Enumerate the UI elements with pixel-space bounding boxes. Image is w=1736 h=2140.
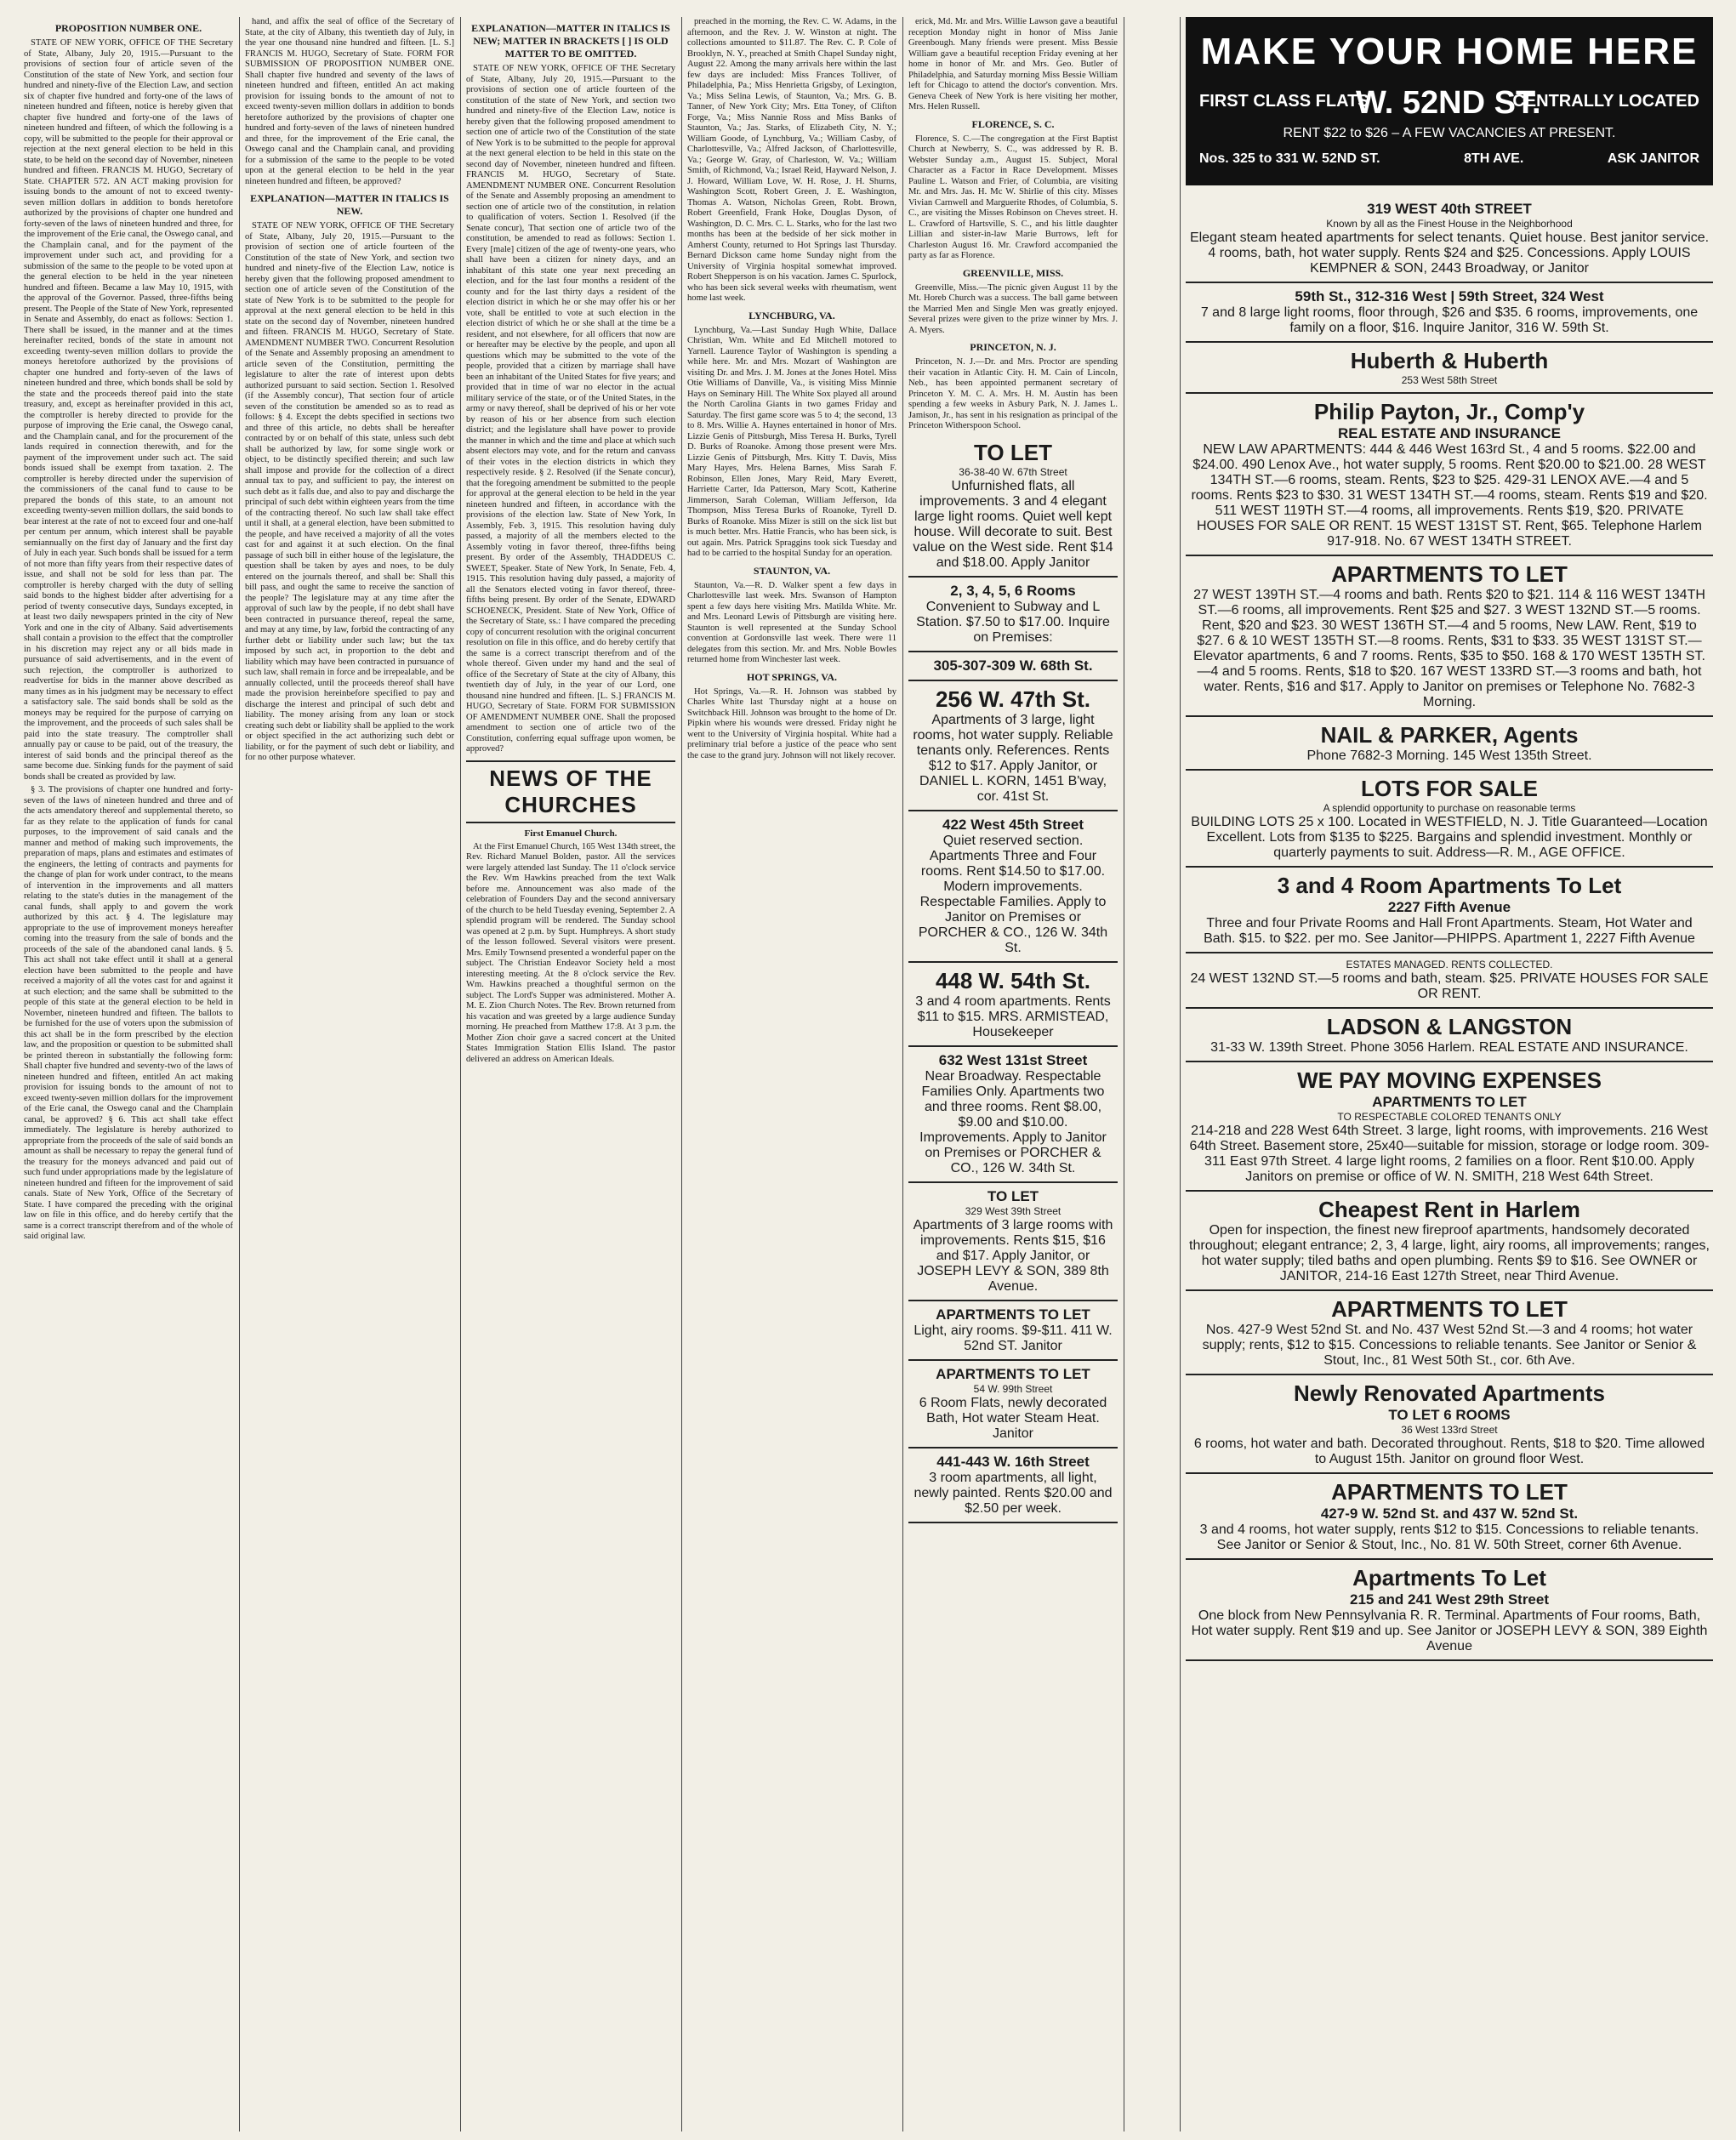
news-text: Greenville, Miss.—The picnic given August 11 by the Mt. Horeb Church was a success. The ball game between the Married Men and Single Men was greatly enjoyed. Several prizes were given to the prize winner by Mrs. J. A. Myers. bbox=[908, 282, 1118, 335]
classified-ad bbox=[1186, 771, 1713, 868]
news-text: erick, Md. Mr. and Mrs. Willie Lawson gave a beautiful reception Monday night in honor of Miss Janie Greenbough. Many friends were present. Miss Bessie William gave a beautiful reception Friday evening at her home in honor of Mr. and Mrs. Geo. Butler of Philadelphia, and Saturday morning Miss Bessie William left for Chicago to attend the doctor's convention. Mrs. Geneva Cheek of New York is here visiting her mother, Mrs. Helen Russell. bbox=[908, 17, 1118, 111]
ad-t4-text: 3 and 4 rooms, hot water supply, rents $12 to $15. Concessions to reliable tenants. See Janitor or Senior & Stout, Inc., No. 81 W. 50th Street, corner 6th Avenue. bbox=[1199, 1522, 1699, 1552]
ad-t3-text: 329 West 39th Street bbox=[965, 1204, 1062, 1217]
ad-t1-text: NAIL & PARKER, Agents bbox=[1320, 722, 1579, 748]
column-1 bbox=[24, 17, 233, 2131]
ad-t1-text: 3 and 4 Room Apartments To Let bbox=[1277, 873, 1622, 898]
ad-t4-text: 3 room apartments, all light, newly painted. Rents $20.00 and $2.50 per week. bbox=[914, 1470, 1113, 1516]
ad-t2-text: 441-443 W. 16th Street bbox=[936, 1453, 1090, 1470]
column-5 bbox=[908, 17, 1118, 2131]
column-rule bbox=[1180, 17, 1181, 2131]
news-text: Florence, S. C.—The congregation at the First Baptist Church at Newberry, S. C., was addressed by R. B. Webster Sunday a.m., August 15. Subject, Moral Character as a Factor in Race Development. Misses Pauline L. Watson and Frier, of Columbia, are visiting Mr. and Mrs. Jas. H. Mc W. Shirlie of this city. Misses Vivian Carnwell and Marguerite Rhodes, of Columbia, S. C., are visiting the Misses Robinson on Cheves street. H. L. Crawford of Hartsville, S. C., and his little daughter Lillian and sister-in-law Marie Burrows, left for Charleston August 16. Mr. Crawford accompanied the party as far as Florence. bbox=[908, 134, 1118, 260]
classified-ad bbox=[908, 435, 1118, 578]
column-real-estate bbox=[1186, 17, 1713, 2131]
ad-t3-text: 36 West 133rd Street bbox=[1401, 1424, 1498, 1436]
ad-t1-text: Apartments To Let bbox=[1352, 1565, 1546, 1591]
section-heading: EXPLANATION—MATTER IN ITALICS IS NEW. bbox=[250, 192, 449, 217]
ad-t2-text: 632 West 131st Street bbox=[938, 1051, 1088, 1068]
legal-notice-text: § 3. The provisions of chapter one hundred and forty-seven of the laws of nineteen hundred and three and of the acts amendatory thereof and supplemental thereto, so far as they relate to the application of funds for canal purposes, to the improvement of said canals and the manner and method of making such improvements, the preparation of maps, plans and estimates and estimates of the engineers, the letting of contracts and payments for the change of plan for work under contract, to the means of intervention in the improvements and all matters relating to the state's duties in the management of the canal funds, shall apply to and govern the work authorized by this act. § 4. The legislature may appropriate to the use of improvement moneys hereafter coming into the treasury from the sale of bonds and the proceeds of the sale of the abandoned canal lands. § 5. This act shall not take effect until it shall at a general election have been submitted to the people and have received a majority of all the votes cast for and against it at such election; and the same shall be submitted to the people of this state at the general election to be held in November, nineteen hundred and fifteen. The ballots to be furnished for the use of voters upon the submission of this act shall be in the form prescribed by the election law, and the proposition or question to be submitted shall be printed thereon in substantially the following form: Shall chapter five hundred and seventy-two of the laws of nineteen hundred and fifteen, entitled An act making provision for issuing bonds to the amount of not to exceed twenty-seven million dollars for the improvement of the Erie canal, the Oswego canal and the Champlain canal, be approved? § 6. This act shall take effect immediately. The legislature is hereby authorized to appropriate from the proceeds of the sale of said bonds an amount as shall be necessary to repay the general fund of the treasury for the moneys advanced and paid out of such fund under appropriations made by the legislature of nineteen hundred and fifteen for the improvement of said canals. State of New York, Office of the Secretary of State. I have compared the preceding with the original law on file in this office, and do hereby certify that the same is a correct transcript therefrom and of the whole of said original law. bbox=[24, 785, 233, 1241]
ad-t3-text: 36-38-40 W. 67th Street bbox=[959, 465, 1067, 478]
ad-t4-text: 7 and 8 large light rooms, floor through, $26 and $35. 6 rooms, improvements, one family on a floor, $16. Inquire Janitor, 316 W. 59th St. bbox=[1200, 305, 1699, 335]
ad-t4-text: BUILDING LOTS 25 x 100. Located in WESTFIELD, N. J. Title Guaranteed—Location Excellent. Lots from $135 to $225. Bargains and splendid investment. Monthly or quarterly payments to suit. Address—R. M., AGE OFFICE. bbox=[1191, 815, 1708, 860]
ad-t4-text: 24 WEST 132ND ST.—5 rooms and bath, steam. $25. PRIVATE HOUSES FOR SALE OR RENT. bbox=[1190, 971, 1709, 1001]
classified-ad bbox=[1186, 1560, 1713, 1661]
ad-t2-text: 305-307-309 W. 68th St. bbox=[933, 657, 1093, 674]
column-rule bbox=[902, 17, 903, 2131]
ad-t2-text: APARTMENTS TO LET bbox=[936, 1306, 1090, 1323]
banner-title: MAKE YOUR HOME HERE bbox=[1200, 31, 1699, 72]
classified-ad bbox=[1186, 1009, 1713, 1062]
column-4 bbox=[687, 17, 896, 2131]
ad-t1-text: Philip Payton, Jr., Comp'y bbox=[1313, 399, 1585, 424]
classified-ad bbox=[1186, 953, 1713, 1009]
ad-t1-text: LOTS FOR SALE bbox=[1361, 776, 1538, 801]
ad-t4-text: Light, airy rooms. $9-$11. 411 W. 52nd ST. Janitor bbox=[914, 1323, 1113, 1353]
ad-t3-text: A splendid opportunity to purchase on reasonable terms bbox=[1323, 802, 1576, 814]
legal-notice-text: STATE OF NEW YORK, OFFICE OF THE Secretary of State, Albany, July 20, 1915.—Pursuant to the provisions of section four of article seven of the Constitution of the state of New York, and section four hundred and ninety-five of the Election Law, and section six of chapter five hundred and forty-one of the laws of nineteen hundred and fifteen, notice is hereby given that chapter five hundred and forty-one of the laws of nineteen hundred and fifteen, of which the following is a copy, will be submitted to the people for their approval or rejection at the next general election to be held in this state, to be held on the second day of November, nineteen hundred and fifteen. FRANCIS M. HUGO, Secretary of State. CHAPTER 572. AN ACT making provision for issuing bonds to the amount of not to exceed twenty-seven million dollars in addition to bonds heretofore authorized by the provisions of chapter one hundred and forty-seven of the laws of nineteen hundred and three, for the improvement of the Erie canal, the Oswego canal, and the Champlain canal, and for the payment of the improvement under such act, and providing for a submission of the same to the people to be voted upon at the general election to be held in the year nineteen hundred and fifteen. Became a law May 10, 1915, with the approval of the Governor. Passed, three-fifths being present. The People of the State of New York, represented in Senate and Assembly, do enact as follows: Section 1. There shall be issued, in the manner and at the times hereinafter recited, bonds of the state in amount not exceeding twenty-seven million dollars to provide the moneys heretofore authorized by the provisions of chapter one hundred and forty-seven of the laws of nineteen hundred and three, which bonds shall be sold by the state and the proceeds thereof paid into the state treasury, and, except as hereinafter provided in this act, the comptroller is hereby directed to provide for the purpose of improving the Erie canal, the Oswego canal, and the Champlain canal, and for the procurement of the lands required in connection therewith, and for the payment of the improvement under such act. The said bonds issued shall be exempt from taxation. 2. The comptroller is hereby directed under the supervision of the commissioners of the canal fund to cause to be prepared the bonds of this state, to an amount not exceeding twenty-seven million dollars, the said bonds to bear interest at the rate of not to exceed four and one-half per centum per annum, which interest shall be payable semiannually on the first day of January and the first day of July in each year. Such bonds shall be issued for a term of not more than fifty years from their respective dates of issue, and shall not be sold for less than par. The comptroller is hereby charged with the duty of selling said bonds to the highest bidder after advertising for a period of twenty consecutive days, Sundays excepted, in at least two daily newspapers printed in the city of New York and one in the city of Albany. Said advertisements shall contain a provision to the effect that the comptroller in his discretion may reject any or all bids made in pursuance of said advertisements, and in the event of such rejection, the comptroller is authorized to readvertise for bids in the manner above described as many times as in his judgment may be necessary to effect a satisfactory sale. The said bonds shall be sold as the moneys may be required for the purpose of carrying on the improvement, and the proceeds of such sales shall be paid into the state treasury. The comptroller shall annually pay or cause to be paid, out of the treasury, the interest of said bonds and the principal thereof as the same become due. Sinking funds for the payment of said bonds shall be created as provided by law. bbox=[24, 38, 233, 782]
churches-heading: NEWS OF THE CHURCHES bbox=[466, 760, 675, 823]
dateline-heading: PRINCETON, N. J. bbox=[970, 341, 1056, 353]
banner-avenue: 8TH AVE. bbox=[1464, 151, 1524, 166]
dateline-heading: GREENVILLE, MISS. bbox=[962, 266, 1064, 279]
ad-t4-text: Nos. 427-9 West 52nd St. and No. 437 West 52nd St.—3 and 4 rooms; hot water supply; rents, $12 to $15. Concessions to reliable tenants. See Janitor or Senior & Stout, Inc., 81 West 50th St., cor. 6th Ave. bbox=[1202, 1323, 1697, 1368]
news-text: Staunton, Va.—R. D. Walker spent a few days in Charlottesville last week. Mrs. Swanson of Hampton spent a few days here visiting Mrs. Matilda White. Mr. and Mrs. Leonard Lewis of Pittsburgh are visiting here. Staunton is well represented at the Sunday School convention at Gordonsville last week. There were 11 delegates from this section. Mr. and Mrs. Noble Bowles returned home from Winchester last week. bbox=[687, 580, 896, 664]
ad-t4-text: Apartments of 3 large, light rooms, hot water supply. Reliable tenants only. References. Rents $12 to $17. Apply Janitor, or DANIEL L. KORN, 1451 B'way, cor. 41st St. bbox=[913, 712, 1113, 804]
dateline-heading: HOT SPRINGS, VA. bbox=[746, 670, 838, 683]
legal-notice-text: hand, and affix the seal of office of the Secretary of State, at the city of Albany, this twentieth day of July, in the year one thousand nine hundred and fifteen. [L. S.] FRANCIS M. HUGO, Secretary of State. FORM FOR SUBMISSION OF PROPOSITION NUMBER ONE. Shall chapter five hundred and seventy of the laws of nineteen hundred and fifteen, entitled An act making provision for issuing bonds to the amount of not to exceed twenty-seven million dollars in addition to bonds heretofore authorized by the provisions of chapter one hundred and forty-seven of the laws of nineteen hundred and three, for the improvement of the Erie canal, the Oswego canal and the Champlain canal, and providing for a submission of the same to the people to be voted upon at the general election to be held in the year nineteen hundred and fifteen, be approved? bbox=[245, 17, 454, 186]
news-text: Lynchburg, Va.—Last Sunday Hugh White, Dallace Christian, Wm. White and Ed Mitchell motored to Yarnell. Laurence Taylor of Washington is spending a while here. Mr. and Mrs. Mozart of Washington are visiting Dr. and Mrs. J. M. Jones at the Jones Hotel. Miss Otie Williams of Danville, Va., is visiting Miss Minnie Hays on Seminary Hill. The White Sox played all around the North Carolina Giants in two games Friday and Saturday. The first game score was 5 to 4; the second, 13 to 8. Mrs. Willie A. Haynes entertained in honor of Mrs. Lizzie Genis of Pittsburgh, Miss Teresa H. Burks, Tyrell D. Burks of Roanoke. Among those present were Mrs. Lizzie Genis of Pittsburgh, Mrs. Kitty T. Davis, Miss Mary Hayes, Mrs. Helena Barnes, Miss Sarah F. Robinson, Ellen Jones, Mary Reid, Mary Everett, Harriette Carter, Ida Patterson, Mary Scott, Katherine Jimmerson, Sarah Coleman, William Jefferson, Ida Thompson, Miss Teresa Burks of Roanoke, Tyrell D. Burks of Roanoke. Miss Mizer is still on the sick list but is much better. Mrs. Hattie Francis, who has been sick, is out again. Mrs. Patrick Spraggins took sick Tuesday and had to be carried to the hospital Sunday for an operation. bbox=[687, 325, 896, 558]
ad-t2-text: REAL ESTATE AND INSURANCE bbox=[1338, 425, 1561, 441]
section-heading: EXPLANATION—MATTER IN ITALICS IS NEW; MATTER IN BRACKETS [ ] IS OLD MATTER TO BE OMITTED. bbox=[471, 22, 670, 60]
ad-t4-text: Open for inspection, the finest new fireproof apartments, handsomely decorated throughout; elegant entrance; 2, 3, 4 large, light, airy rooms, all improvements; ranges, hot water supply; tiled baths and open plumbing. Rents $9 to $16. See OWNER or JANITOR, 214-16 East 127th Street, near Third Avenue. bbox=[1189, 1223, 1710, 1283]
news-text: Princeton, N. J.—Dr. and Mrs. Proctor are spending their vacation in Atlantic City. H. M. Cain of Lincoln, Neb., has been appointed permanent secretary of Princeton Y. M. C. A. Mrs. H. M. Austin has been spending a few weeks in Asbury Park, N. J. James L. Jamison, Jr., has sent in his resignation as principal of the Princeton Witherspoon School. bbox=[908, 357, 1118, 430]
classified-ad bbox=[908, 578, 1118, 652]
classified-ad bbox=[1186, 196, 1713, 283]
ad-t4-text: 6 Room Flats, newly decorated Bath, Hot water Steam Heat. Janitor bbox=[919, 1395, 1107, 1441]
ad-t4-text: Convenient to Subway and L Station. $7.50 to $17.00. Inquire on Premises: bbox=[916, 599, 1110, 645]
ad-t1-text: APARTMENTS TO LET bbox=[1331, 1296, 1568, 1322]
classified-ad bbox=[908, 811, 1118, 963]
classified-ad bbox=[1186, 283, 1713, 343]
classified-ad bbox=[908, 1448, 1118, 1523]
ad-t2-text: 2227 Fifth Avenue bbox=[1387, 899, 1511, 915]
ad-t2-text: 422 West 45th Street bbox=[942, 816, 1084, 833]
ad-t2-text: 427-9 W. 52nd St. and 437 W. 52nd St. bbox=[1320, 1505, 1579, 1522]
ad-t3-text: 253 West 58th Street bbox=[1401, 374, 1498, 386]
ad-t4-text: 6 rooms, hot water and bath. Decorated throughout. Rents, $18 to $20. Time allowed to August 15th. Janitor on ground floor West. bbox=[1193, 1437, 1705, 1466]
ad-t1-text: 448 W. 54th St. bbox=[935, 967, 1091, 993]
ad-t4-text: NEW LAW APARTMENTS: 444 & 446 West 163rd St., 4 and 5 rooms. $22.00 and $24.00. 490 Lenox Ave., hot water supply, 5 rooms. Rent $20.00 to $21.00. 28 WEST 134TH ST.—6 rooms, steam. Rents, $23 to $25. 429-31 LENOX AVE.—4 and 5 rooms. Rents $23 to $30. 31 WEST 134TH ST.—4 rooms, steam. Rents $19 and $20. 511 WEST 119TH ST.—4 rooms, all improvements. Rents $19, $20. PRIVATE HOUSES FOR SALE OR RENT. 15 WEST 131ST ST. Rent, $65. Telephone Harlem 917-918. No. 67 WEST 134TH STREET. bbox=[1191, 442, 1708, 549]
ad-t2-text: TO LET 6 ROOMS bbox=[1388, 1407, 1511, 1423]
column-rule bbox=[460, 17, 461, 2131]
section-heading: PROPOSITION NUMBER ONE. bbox=[54, 22, 202, 34]
classified-ad bbox=[1186, 1291, 1713, 1375]
classified-ads bbox=[908, 435, 1118, 1523]
ad-t4-text: Apartments of 3 large rooms with improvements. Rents $15, $16 and $17. Apply Janitor, or JOSEPH LEVY & SON, 389 8th Avenue. bbox=[913, 1217, 1113, 1294]
dateline-heading: FLORENCE, S. C. bbox=[971, 117, 1055, 130]
classified-ad bbox=[908, 963, 1118, 1047]
banner-left-label: FIRST CLASS FLATS bbox=[1199, 92, 1369, 111]
classified-ad bbox=[908, 1301, 1118, 1361]
classified-ad bbox=[908, 1183, 1118, 1301]
ad-t1-text: Newly Renovated Apartments bbox=[1293, 1380, 1606, 1406]
banner-ask: ASK JANITOR bbox=[1607, 151, 1699, 166]
classified-ad bbox=[1186, 1474, 1713, 1560]
ad-t3-text: 54 W. 99th Street bbox=[973, 1382, 1053, 1395]
classified-ad bbox=[1186, 717, 1713, 771]
ad-t4-text: Three and four Private Rooms and Hall Front Apartments. Steam, Hot Water and Bath. $15. to $22. per mo. See Janitor—PHIPPS. Apartment 1, 2227 Fifth Avenue bbox=[1204, 916, 1695, 946]
ad-t4-text: Unfurnished flats, all improvements. 3 and 4 elegant large light rooms. Quiet well kept house. Will decorate to suit. Best value on the West side. Rent $14 and $18.00. Apply Janitor bbox=[913, 478, 1113, 570]
classified-ad bbox=[1186, 1375, 1713, 1474]
classified-ad bbox=[908, 1361, 1118, 1448]
ad-t1-text: Huberth & Huberth bbox=[1350, 348, 1549, 373]
ad-t2-text: TO LET bbox=[987, 1187, 1039, 1204]
ad-t4-text: Quiet reserved section. Apartments Three and Four rooms. Rent $14.50 to $17.00. Modern improvements. Respectable Families. Apply to Janitor on Premises or PORCHER & CO., 126 W. 34th St. bbox=[918, 833, 1108, 955]
ad-t2-text: 59th St., 312-316 West | 59th Street, 324 West bbox=[1295, 288, 1604, 304]
ad-t4-text: 27 WEST 139TH ST.—4 rooms and bath. Rents $20 to $21. 114 & 116 WEST 134TH ST.—6 rooms, all improvements. Rent $25 and $27. 3 WEST 132ND ST.—5 rooms. Rent, $20 and $23. 30 WEST 136TH ST.—4 and 5 rooms, New LAW. Rent, $19 to $27. 6 & 10 WEST 135TH ST.—8 rooms. Rents, $31 to $33. 35 WEST 131ST ST.—Elevator apartments, 6 and 7 rooms. Rents, $35 to $50. 168 & 170 WEST 135TH ST.—4 and 5 rooms. Rents, $18 to $20. 167 WEST 133RD ST.—3 rooms and bath, hot water. Rents, $16 and $17. Apply to Janitor on premises or Telephone No. 7682-3 Morning. bbox=[1193, 588, 1705, 709]
ad-t4-text: 214-218 and 228 West 64th Street. 3 large, light rooms, with improvements. 216 West 64th Street. Basement store, 25x40—suitable for mission, storage or lodge room. 309-311 East 97th Street. 4 large light rooms, 2 families on a floor. Rent $10.00. Apply Janitors on premise or office of W. N. SMITH, 218 West 64th Street. bbox=[1189, 1124, 1710, 1184]
banner-right-label: CENTRALLY LOCATED bbox=[1512, 92, 1699, 111]
ad-t1-text: WE PAY MOVING EXPENSES bbox=[1297, 1067, 1602, 1093]
ad-t4-text: 3 and 4 room apartments. Rents $11 to $15. MRS. ARMISTEAD, Housekeeper bbox=[915, 993, 1111, 1039]
column-2 bbox=[245, 17, 454, 2131]
classified-ad bbox=[1186, 343, 1713, 394]
classified-ad bbox=[908, 652, 1118, 681]
classified-ad bbox=[1186, 1062, 1713, 1192]
dateline-heading: LYNCHBURG, VA. bbox=[748, 309, 835, 322]
ad-t3-text: ESTATES MANAGED. RENTS COLLECTED. bbox=[1346, 959, 1553, 970]
ad-t1-text: APARTMENTS TO LET bbox=[1331, 561, 1568, 587]
church-news-text: At the First Emanuel Church, 165 West 134th street, the Rev. Richard Manuel Bolden, pastor. All the services were largely attended last Sunday. The 11 o'clock service the Rev. Wm Hawkins preached from the text Walk before me. Announcement was also made of the celebration of Founders Day and the second anniversary of the church to be held Tuesday evening, September 2. A splendid program will be rendered. The Sunday school was opened at 2 p.m. by Supt. Humphreys. A short study of the lesson followed. Several visitors were present. Mrs. Emily Townsend presented a wonderful paper on the subject. The Christian Endeavor Society held a most interesting meeting. At the 8 o'clock service the Rev. Wm. Hawkins preached a thoughtful sermon on the subject. The Lord's Supper was administered. Mother A. M. E. Zion Church Notes. The Rev. Brown returned from his vacation and was greeted by a large audience Sunday morning. He preached from Matthew 17:8. At 3 p.m. the Mother Zion choir gave a sacred concert at the United States Immigration Station Ellis Island. The pastor delivered an address on American Ideals. bbox=[466, 841, 675, 1064]
classified-ad bbox=[1186, 556, 1713, 717]
ad-t3-text: TO RESPECTABLE COLORED TENANTS ONLY bbox=[1337, 1111, 1562, 1123]
ad-t1-text: TO LET bbox=[974, 439, 1052, 465]
classified-ad bbox=[908, 1047, 1118, 1183]
classified-ad bbox=[908, 681, 1118, 811]
ad-t4-text: Phone 7682-3 Morning. 145 West 135th Street. bbox=[1306, 748, 1592, 763]
ad-t2-text: 319 WEST 40th STREET bbox=[1367, 201, 1532, 217]
real-estate-ads bbox=[1186, 196, 1713, 1661]
classified-ad bbox=[1186, 868, 1713, 953]
legal-notice-text: STATE OF NEW YORK, OFFICE OF THE Secretary of State, Albany, July 20, 1915.—Pursuant to the provision of section one of article fourteen of the Constitution of the state of New York, and section two hundred and ninety-five of the Election Law, notice is hereby given that the following proposed amendment to section one of article seven of the Constitution of the state of New York is to be submitted to the people for approval at the next general election to be held in this state on the second day of November, nineteen hundred and fifteen. FRANCIS M. HUGO, Secretary of State. AMENDMENT NUMBER TWO. Concurrent Resolution of the Senate and Assembly proposing an amendment to article seven of the Constitution, permitting the legislature to alter the rate of interest upon debts authorized pursuant to said section. Section 1. Resolved (if the Assembly concur), That section four of article seven of the constitution be amended so as to read as follows: § 4. Except the debts specified in sections two and three of this article, no debts shall be hereafter contracted by or on behalf of this state, unless such debt shall be authorized by law, for some single work or object, to be distinctly specified therein; and such law shall impose and provide for the collection of a direct annual tax to pay, and sufficient to pay, the interest on such debt as it falls due, and also to pay and discharge the principal of such debt within eighteen years from the time of the contracting thereof. No such law shall take effect until it shall, at a general election, have been submitted to the people, and have received a majority of all the votes cast for and against it at such election. On the final passage of such bill in either house of the legislature, the question shall be taken by ayes and noes, to be duly entered on the journals thereof, and shall be: Shall this bill pass, and ought the same to receive the sanction of the people? The legislature may at any time after the approval of such law by the people, if no debt shall have been contracted in pursuance thereof, repeal the same, and may at any time, by law, forbid the contracting of any further debt or liability under such law; but the tax imposed by such act, in proportion to the debt and liability which may have been contracted in pursuance of such law, shall remain in force and be irrepealable, and be annually collected, until the proceeds thereof shall have made the provision hereinbefore specified to pay and discharge the interest and principal of such debt and liability. The money arising from any loan or stock creating such debt or liability shall be applied to the work or object specified in the act authorizing such debt or liability, or for the payment of such debt or liability, and for no other purpose whatever. bbox=[245, 221, 454, 762]
news-text: Hot Springs, Va.—R. H. Johnson was stabbed by Charles White last Thursday night at a house on Switchback Hill. Johnson was brought to the home of Dr. Pipkin where his wounds were dressed. Friday night he went to the University of Virginia hospital. White had a preliminary trial before a justice of the peace who sent the case to the grand jury. Johnson will not likely recover. bbox=[687, 686, 896, 760]
classified-ad bbox=[1186, 1192, 1713, 1291]
ad-t1-text: Cheapest Rent in Harlem bbox=[1318, 1197, 1580, 1222]
ad-t2-text: APARTMENTS TO LET bbox=[1372, 1094, 1527, 1110]
legal-notice-text: STATE OF NEW YORK, OFFICE OF THE Secretary of State, Albany, July 20, 1915.—Pursuant to the provisions of section one of article fourteen of the constitution of the state of New York, and section two hundred and ninety-five of the Election Law, notice is hereby given that the following proposed amendment to section one of article two of the Constitution of the state of New York is to be submitted to the people for approval at the next general election to be held in this state on the second day of November, nineteen hundred and fifteen. FRANCIS M. HUGO, Secretary of State. AMENDMENT NUMBER ONE. Concurrent Resolution of the Senate and Assembly proposing an amendment to section one of article two of the constitution, in relation to qualification of voters. Section 1. Resolved (if the Senate concur), That section one of article two of the constitution, be amended to read as follows: Section 1. Every [male] citizen of the age of twenty-one years, who shall have been a citizen for ninety days, and an inhabitant of this state one year next preceding an election, and for the last four months a resident of the county and for the last thirty days a resident of the election district in which he or she may offer his or her vote, shall be entitled to vote at such election in the election district of which he or she shall at the time be a resident, and not elsewhere, for all officers that now are or hereafter may be elective by the people, and upon all questions which may be submitted to the vote of the people, provided that a citizen by marriage shall have been an inhabitant of the United States for five years; and provided that in time of war no elector in the actual military service of the state, or of the United States, in the army or navy thereof, shall be deprived of his or her vote by reason of his or her absence from such election district; and the legislature shall have power to provide the manner in which and the time and place at which such absent electors may vote, and for the return and canvass of their votes in the election districts in which they respectively reside. § 2. Resolved (if the Senate concur), that the foregoing amendment be submitted to the people for approval at the general election to be held in the year nineteen hundred and fifteen, in accordance with the provisions of the election law. State of New York, In Assembly, Feb. 3, 1915. This resolution having duly passed, a majority of all the members elected to the Assembly voting in favor thereof, three-fifths being present. By order of the Assembly, THADDEUS C. SWEET, Speaker. State of New York, In Senate, Feb. 4, 1915. This resolution having duly passed, a majority of all the Senators elected voting in favor thereof, three-fifths being present. By order of the Senate, EDWARD SCHOENECK, President. State of New York, Office of the Secretary of State, ss.: I have compared the preceding copy of concurrent resolution with the original concurrent resolution on file in this office, and do hereby certify that the same is a correct transcript therefrom and of the whole thereof. Given under my hand and the seal of office of the Secretary of State at the city of Albany, this twentieth day of July, in the year of our Lord, one thousand nine hundred and fifteen. [L. S.] FRANCIS M. HUGO, Secretary of State. FORM FOR SUBMISSION OF AMENDMENT NUMBER ONE. Shall the proposed amendment to section one of article two of the Constitution, conferring equal suffrage upon women, be approved? bbox=[466, 64, 675, 754]
banner-address: Nos. 325 to 331 W. 52ND ST. bbox=[1199, 151, 1380, 166]
ad-t4-text: 31-33 W. 139th Street. Phone 3056 Harlem. REAL ESTATE AND INSURANCE. bbox=[1210, 1040, 1688, 1055]
ad-t4-text: Elegant steam heated apartments for select tenants. Quiet house. Best janitor service. 4 rooms, bath, hot water supply. Rents $24 and $25. Concessions. Apply LOUIS KEMPNER & SON, 2443 Broadway, or Janitor bbox=[1189, 231, 1710, 276]
ad-t2-text: 2, 3, 4, 5, 6 Rooms bbox=[950, 582, 1076, 599]
ad-t1-text: LADSON & LANGSTON bbox=[1326, 1014, 1573, 1039]
dateline-heading: STAUNTON, VA. bbox=[753, 564, 831, 577]
ad-t4-text: Near Broadway. Respectable Families Only. Apartments two and three rooms. Rent $8.00, $9.00 and $10.00. Improvements. Apply to Janitor on Premises or PORCHER & CO., 126 W. 34th St. bbox=[919, 1068, 1107, 1175]
banner-rent: RENT $22 to $26 – A FEW VACANCIES AT PRESENT. bbox=[1283, 126, 1616, 140]
ad-t1-text: APARTMENTS TO LET bbox=[1331, 1479, 1568, 1505]
column-rule bbox=[681, 17, 682, 2131]
column-rule bbox=[239, 17, 240, 2131]
column-3 bbox=[466, 17, 675, 2131]
banner-street: W. 52ND ST. bbox=[1356, 85, 1541, 121]
news-text: preached in the morning, the Rev. C. W. Adams, in the afternoon, and the Rev. J. W. Winston at night. The collections amounted to $11.87. The Rev. C. P. Cole of Brooklyn, N. Y., preached at Smith Chapel Sunday night, August 22. Among the many arrivals here within the last few days are included: Miss Frances Tolliver, of Philadelphia, Pa.; Miss Henrietta Grigsby, of Lexington, Va.; Miss Selina Lewis, of Staunton, Va.; Mrs. G. B. Tanner, of New York City; Mrs. Etta Toney, of Clifton Forge, Va.; Miss Nannie Ross and Miss Banks of Staunton, Va.; Jas. Starks, of Elizabeth City, N. Y.; William Goode, of Lynchburg, Va.; William Casby, of Charlottesville, Va.; Alfred Jackson, of Charlottesville, Va.; George W. Gray, of Charleston, W. Va.; William Smith, of Richmond, Va.; Israel Reid, Hayward Nelson, J. J. Howard, William Love, W. H. Rose, J. H. Shurns, Washington Scott, Robert Green, J. E. Washington, Thomas A. Watson, Nicholas Green, Robt. Brown, Robert Greenfield, Frank Hoke, Douglas Dyson, of Washington, D. C. Mrs. C. L. Starks, who for the last two months has been at the bedside of her sick mother in Amherst County, returned to Hot Springs last Thursday. Bernard Dickson came home Sunday night from the University of Virginia hospital somewhat improved. Robert Shepperson is on his vacation. James C. Spurlock, who has been sick several weeks with rheumatism, went home last week. bbox=[687, 17, 896, 303]
ad-t2-text: APARTMENTS TO LET bbox=[936, 1365, 1090, 1382]
ad-t4-text: One block from New Pennsylvania R. R. Terminal. Apartments of Four rooms, Bath, Hot water supply. Rent $19 and up. See Janitor or JOSEPH LEVY & SON, 389 Eighth Avenue bbox=[1191, 1608, 1708, 1653]
ad-t1-text: 256 W. 47th St. bbox=[935, 686, 1091, 712]
ad-t3-text: Known by all as the Finest House in the Neighborhood bbox=[1326, 218, 1573, 230]
classified-ad bbox=[1186, 394, 1713, 556]
church-subheading: First Emanuel Church. bbox=[524, 828, 618, 839]
ad-t2-text: 215 and 241 West 29th Street bbox=[1349, 1591, 1549, 1608]
